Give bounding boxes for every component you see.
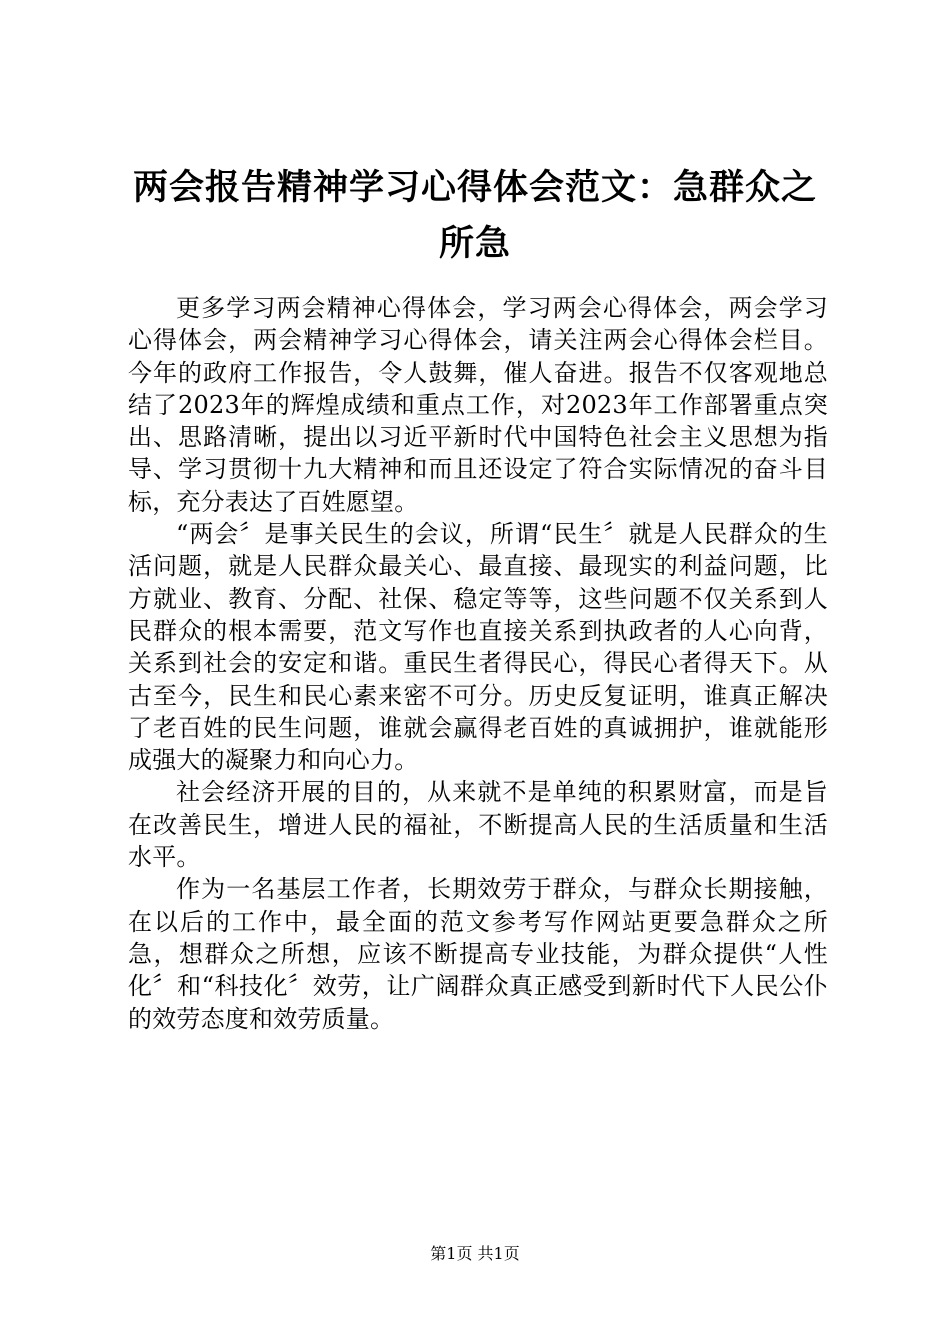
document-title: 两会报告精神学习心得体会范文：急群众之所急	[132, 168, 817, 264]
paragraph: 作为一名基层工作者，长期效劳于群众，与群众长期接触，在以后的工作中，最全面的范文参考写作网站更要急群众之所急，想群众之所想，应该不断提高专业技能，为群众提供“人性化〞和“科技化〞效劳，让广阔群众真正感受到新时代下人民公仆的效劳态度和效劳质量。	[128, 875, 828, 1033]
page-footer: 第1页 共1页	[430, 1244, 520, 1263]
paragraph: 更多学习两会精神心得体会，学习两会心得体会，两会学习心得体会，两会精神学习心得体会，请关注两会心得体会栏目。今年的政府工作报告，令人鼓舞，催人奋进。报告不仅客观地总结了2023年的辉煌成绩和重点工作，对2023年工作部署重点突出、思路清晰，提出以习近平新时代中国特色社会主义思想为指导、学习贯彻十九大精神和而且还设定了符合实际情况的奋斗目标，充分表达了百姓愿望。	[128, 294, 828, 516]
paragraph: 社会经济开展的目的，从来就不是单纯的积累财富，而是旨在改善民生，增进人民的福祉，不断提高人民的生活质量和生活水平。	[128, 778, 828, 872]
paragraph: “两会〞是事关民生的会议，所谓“民生〞就是人民群众的生活问题，就是人民群众最关心、最直接、最现实的利益问题，比方就业、教育、分配、社保、稳定等等，这些问题不仅关系到人民群众的根本需要，范文写作也直接关系到执政者的人心向背，关系到社会的安定和谐。重民生者得民心，得民心者得天下。从古至今，民生和民心素来密不可分。历史反复证明，谁真正解决了老百姓的民生问题，谁就会赢得老百姓的真诚拥护，谁就能形成强大的凝聚力和向心力。	[128, 520, 828, 775]
document-body	[128, 292, 828, 1035]
